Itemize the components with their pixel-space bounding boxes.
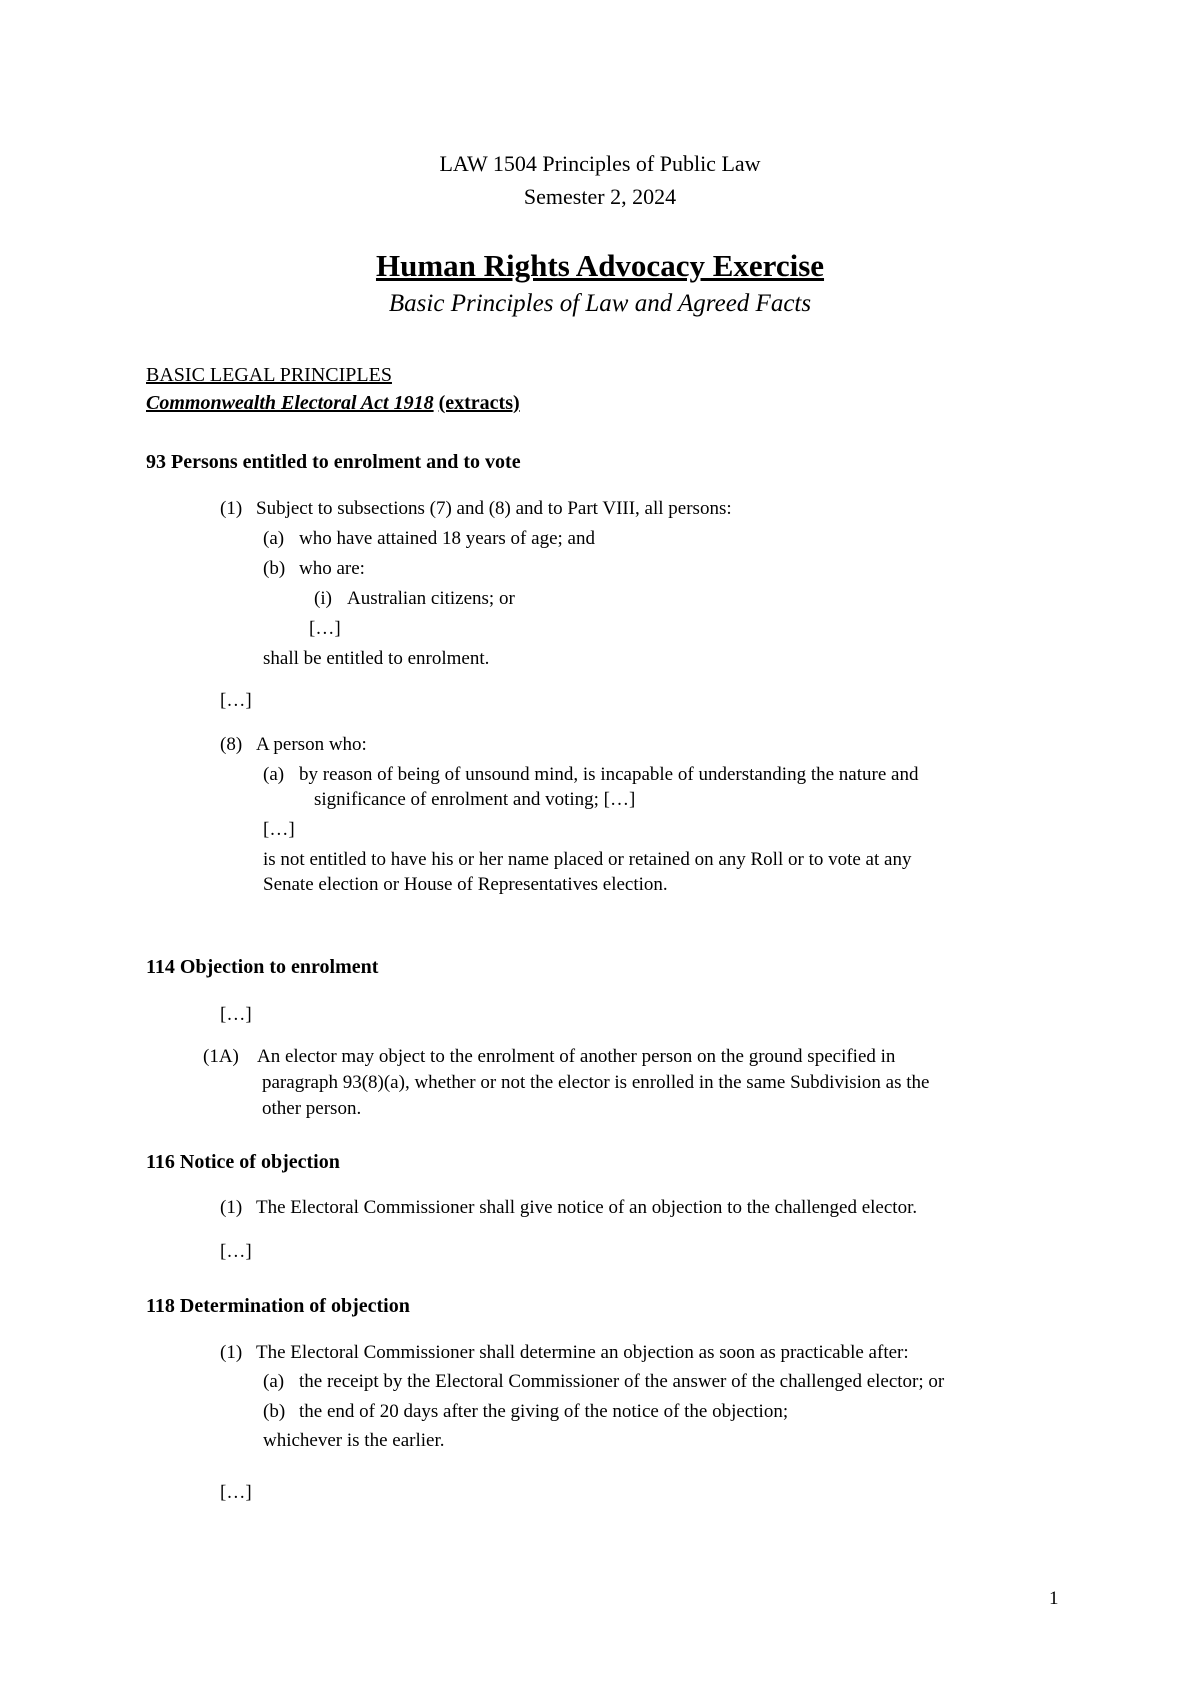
s93-subsection-8: [220, 733, 367, 757]
section-118-heading: 118 Determination of objection: [146, 1295, 410, 1317]
s116-subsection-1: [220, 1196, 917, 1220]
s114-1a-number: (1A): [203, 1046, 239, 1067]
s118-1-b-text: the end of 20 days after the giving of the notice of the objection;: [299, 1401, 789, 1422]
s114-1a-line-1: An elector may object to the enrolment of another person on the ground specified in: [257, 1046, 896, 1067]
section-116-heading: 116 Notice of objection: [146, 1151, 340, 1173]
s114-subsection-1a: [203, 1045, 895, 1069]
s93-1-number: (1): [220, 498, 243, 519]
s93-1-b-text: who are:: [299, 558, 365, 579]
omission-marker: […]: [220, 1482, 252, 1503]
s93-1-a-text: who have attained 18 years of age; and: [299, 528, 595, 549]
s93-8-a-line-2: significance of enrolment and voting; […]: [314, 789, 636, 810]
s93-8-a-number: (a): [263, 764, 285, 785]
s93-1-b-i: [314, 587, 515, 611]
s93-8-a: [263, 763, 918, 787]
s118-subsection-1: [220, 1341, 909, 1365]
section-heading-basic-principles: BASIC LEGAL PRINCIPLES: [146, 364, 392, 386]
omission-marker: […]: [220, 1004, 252, 1025]
s118-1-tail: whichever is the earlier.: [263, 1430, 445, 1451]
s93-1-b-i-number: (i): [314, 588, 332, 609]
s116-1-text: The Electoral Commissioner shall give notice of an objection to the challenged elector.: [256, 1197, 918, 1218]
s93-8-text: A person who:: [256, 734, 367, 755]
s93-8-tail-line-1: is not entitled to have his or her name placed or retained on any Roll or to vote at any: [263, 849, 912, 870]
s118-1-number: (1): [220, 1342, 243, 1363]
s93-1-a: [263, 527, 595, 551]
s118-1-a-text: the receipt by the Electoral Commissioner of the answer of the challenged elector; or: [299, 1371, 945, 1392]
s93-1-b: [263, 557, 365, 581]
semester: Semester 2, 2024: [523, 184, 677, 209]
document-title: Human Rights Advocacy Exercise: [375, 248, 825, 283]
omission-marker: […]: [220, 1241, 252, 1262]
section-93-heading: 93 Persons entitled to enrolment and to vote: [146, 451, 521, 473]
document-subtitle: Basic Principles of Law and Agreed Facts: [388, 290, 812, 317]
s118-1-a: [263, 1370, 944, 1394]
s118-1-b-number: (b): [263, 1401, 286, 1422]
s114-1a-line-3: other person.: [262, 1098, 362, 1119]
s93-1-b-number: (b): [263, 558, 286, 579]
s93-1-tail: shall be entitled to enrolment.: [263, 648, 490, 669]
omission-marker: […]: [220, 690, 252, 711]
s93-8-number: (8): [220, 734, 243, 755]
s93-1-a-number: (a): [263, 528, 285, 549]
omission-marker: […]: [263, 819, 295, 840]
act-name: Commonwealth Electoral Act 1918: [146, 392, 434, 414]
s93-1-b-i-text: Australian citizens; or: [347, 588, 515, 609]
course-title: LAW 1504 Principles of Public Law: [439, 151, 761, 176]
s114-1a-line-2: paragraph 93(8)(a), whether or not the elector is enrolled in the same Subdivision as the: [262, 1072, 930, 1093]
s93-1-text: Subject to subsections (7) and (8) and to Part VIII, all persons:: [256, 498, 732, 519]
act-reference: [146, 391, 520, 415]
s93-8-a-line-1: by reason of being of unsound mind, is incapable of understanding the nature and: [299, 764, 919, 785]
s118-1-text: The Electoral Commissioner shall determine an objection as soon as practicable after:: [256, 1342, 909, 1363]
omission-marker: […]: [309, 618, 341, 639]
s116-1-number: (1): [220, 1197, 243, 1218]
s93-8-tail-line-2: Senate election or House of Representatives election.: [263, 874, 668, 895]
act-extracts: (extracts): [438, 392, 520, 414]
section-114-heading: 114 Objection to enrolment: [146, 956, 379, 978]
s118-1-a-number: (a): [263, 1371, 285, 1392]
s93-subsection-1: [220, 497, 732, 521]
page-number: 1: [1049, 1588, 1059, 1609]
s118-1-b: [263, 1400, 788, 1424]
